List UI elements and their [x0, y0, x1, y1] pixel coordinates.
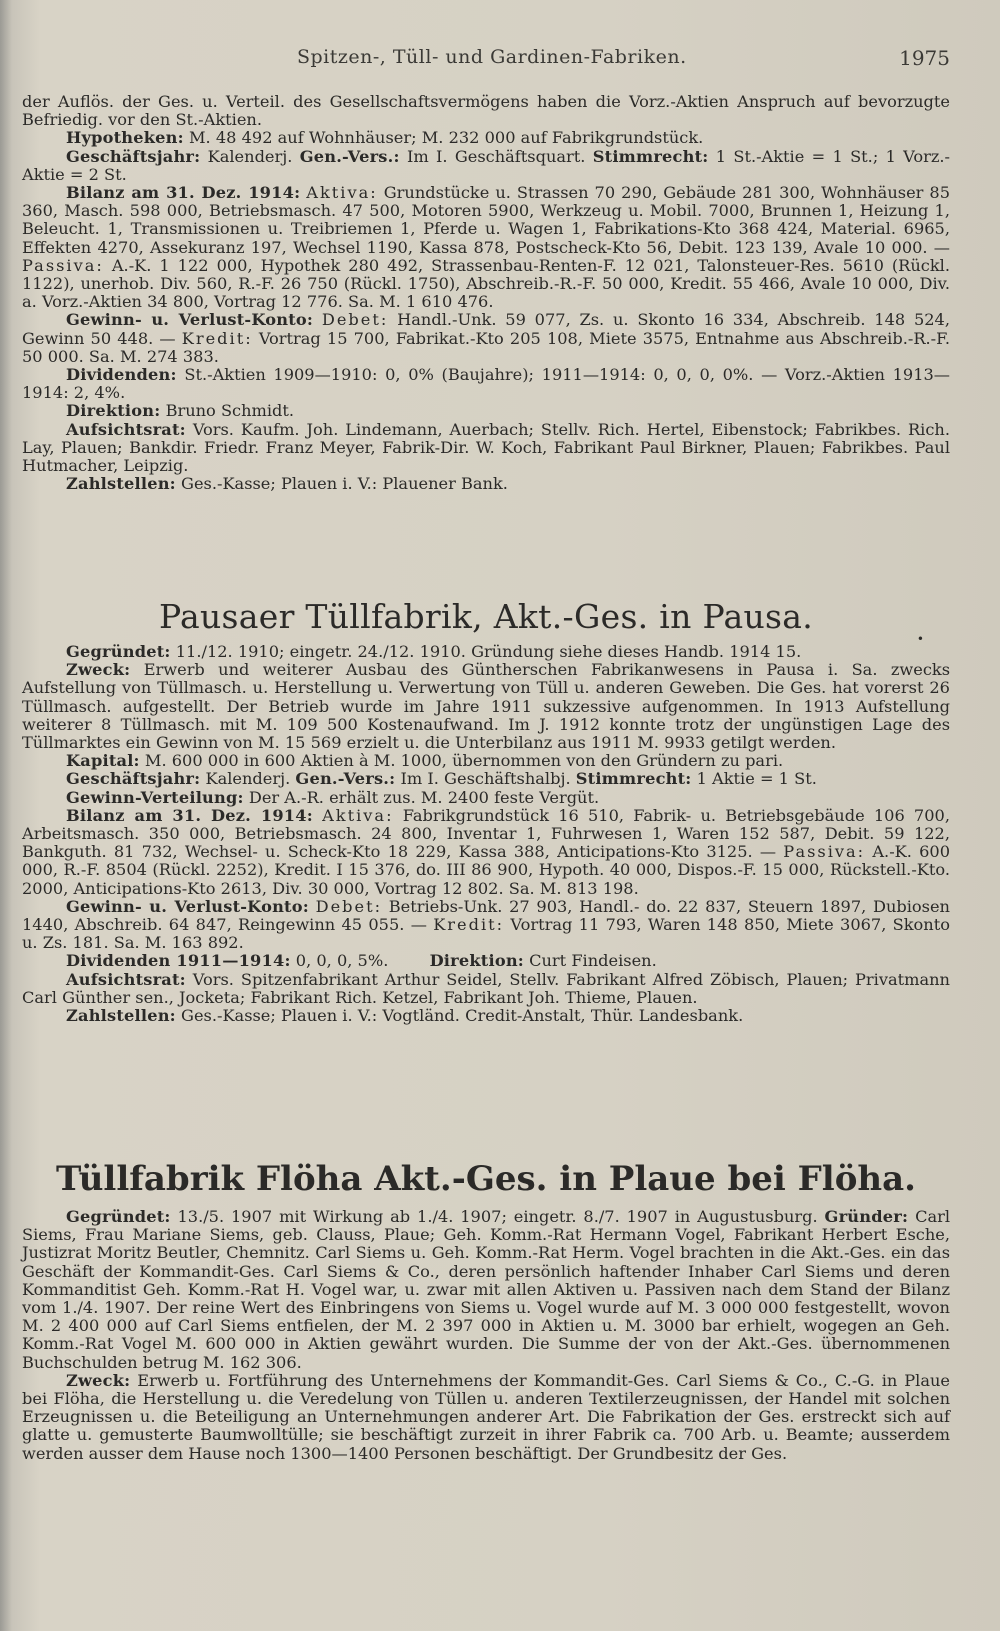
- gewinn-verteilung-paragraph: Gewinn-Verteilung: Der A.-R. erhält zus. M. 2400 feste Vergüt.: [66, 787, 600, 807]
- floeha-heading: Tüllfabrik Flöha Akt.-Ges. in Plaue bei Flöha.: [56, 1159, 916, 1199]
- dividenden-paragraph: Dividenden: St.-Aktien 1909—1910: 0, 0% (Baujahre); 1911—1914: 0, 0, 0, 0%. — Vorz.-Aktien 1913—1914: 2, 4%.: [22, 365, 950, 403]
- running-header: [22, 46, 950, 72]
- pausa-entry: [22, 643, 950, 1025]
- floeha-heading-wrap: [22, 1159, 950, 1199]
- intro-paragraph: der Auflös. der Ges. u. Verteil. des Gesellschaftsvermögens haben die Vorz.-Aktien Anspruch auf bevorzugte Befriedig. vor den St.-Aktien.: [22, 92, 950, 130]
- direktion-paragraph: Direktion: Bruno Schmidt.: [66, 401, 295, 421]
- dividenden-direktion-paragraph: Dividenden 1911—1914: 0, 0, 0, 5%. Direktion: Curt Findeisen.: [66, 951, 657, 971]
- hypotheken-paragraph: Hypotheken: M. 48 492 auf Wohnhäuser; M. 232 000 auf Fabrikgrundstück.: [66, 128, 704, 148]
- gegruendet-paragraph: Gegründet: 11./12. 1910; eingetr. 24./12. 1910. Gründung siehe dieses Handb. 1914 15.: [66, 642, 802, 661]
- guv-paragraph: Gewinn- u. Verlust-Konto: Debet: Betriebs-Unk. 27 903, Handl.- do. 22 837, Steuern 1897, Dubiosen 1440, Abschreib. 64 847, Reingewinn 45 055. — Kredit: Vortrag 11 793, Waren 148 850, Miete 3067, Skonto u. Zs. 181. Sa. M. 163 892.: [22, 896, 950, 953]
- geschaeftsjahr-paragraph: Geschäftsjahr: Kalenderj. Gen.-Vers.: Im I. Geschäftsquart. Stimmrecht: 1 St.-Aktie = 1 St.; 1 Vorz.-Aktie = 2 St.: [22, 146, 951, 184]
- bilanz-paragraph: Bilanz am 31. Dez. 1914: Aktiva: Grundstücke u. Strassen 70 290, Gebäude 281 300, Wohnhäuser 85 360, Masch. 598 000, Betriebsmasch. 47 500, Motoren 5900, Werkzeug u. Mobil. 7000, Brunnen 1, Heizung 1, Beleucht. 1, Transmissionen u. Treibriemen 1, Pferde u. Wagen 1, Fabrikations-Kto 368 424, Material. 6965, Effekten 4270, Assekuranz 197, Wechsel 1190, Kassa 878, Postscheck-Kto 56, Debit. 123 139, Avale 10 000. — Passiva: A.-K. 1 122 000, Hypothek 280 492, Strassenbau-Renten-F. 12 021, Talonsteuer-Res. 5610 (Rückl. 1122), unerhob. Div. 560, R.-F. 26 750 (Rückl. 1750), Abschreib.-R.-F. 50 000, Kredit. 55 466, Avale 10 000, Div. a. Vorz.-Aktien 34 800, Vortrag 12 776. Sa. M. 1 610 476.: [22, 183, 951, 312]
- aufsichtsrat-paragraph: Aufsichtsrat: Vors. Kaufm. Joh. Lindemann, Auerbach; Stellv. Rich. Hertel, Eibenstock; Fabrikbes. Rich. Lay, Plauen; Bankdir. Friedr. Franz Meyer, Fabrik-Dir. W. Koch, Fabrikant Paul Birkner, Plauen; Fabrikbes. Paul Hutmacher, Leipzig.: [22, 419, 950, 476]
- zweck-paragraph: Zweck: Erwerb und weiterer Ausbau des Güntherschen Fabrikanwesens in Pausa i. Sa. zwecks Aufstellung von Tüllmasch. u. Herstellung u. Verwertung von Tüll u. anderen Geweben. Die Ges. hat vorerst 26 Tüllmasch. aufgestellt. Der Betrieb wurde im Jahre 1911 sukzessive aufgenommen. In 1913 Aufstellung weiterer 8 Tüllmasch. mit M. 109 500 Kostenaufwand. Im J. 1912 konnte trotz der ungünstigen Lage des Tüllmarktes ein Gewinn von M. 15 569 erzielt u. die Unterbilanz aus 1911 M. 9933 getilgt werden.: [22, 660, 950, 753]
- bullet-mark: •: [916, 632, 924, 646]
- page-number: 1975: [899, 46, 950, 70]
- zweck-paragraph: Zweck: Erwerb u. Fortführung des Unternehmens der Kommandit-Ges. Carl Siems & Co., C.-G. in Plaue bei Flöha, die Herstellung u. die Veredelung von Tüllen u. anderen Textilerzeugnissen, der Handel mit solchen Erzeugnissen u. die Beteiligung an Unternehmungen anderer Art. Die Fabrikation der Ges. erstreckt sich auf glatte u. gemusterte Baumwolltülle; sie beschäftigt zurzeit in ihrer Fabrik ca. 700 Arb. u. Beamte; ausserdem werden ausser dem Hause noch 1300—1400 Personen beschäftigt. Der Grundbesitz der Ges.: [22, 1370, 950, 1463]
- aufsichtsrat-paragraph: Aufsichtsrat: Vors. Spitzenfabrikant Arthur Seidel, Stellv. Fabrikant Alfred Zöbisch, Plauen; Privatmann Carl Günther sen., Jocketa; Fabrikant Rich. Ketzel, Fabrikant Joh. Thieme, Plauen.: [22, 969, 950, 1007]
- floeha-entry: [22, 1208, 950, 1463]
- gegruendet-paragraph: Gegründet: 13./5. 1907 mit Wirkung ab 1./4. 1907; eingetr. 8./7. 1907 in Augustusburg. Gründer: Carl Siems, Frau Mariane Siems, geb. Clauss, Plaue; Geh. Komm.-Rat Hermann Vogel, Fabrikant Herbert Esche, Justizrat Moritz Beutler, Chemnitz. Carl Siems u. Geh. Komm.-Rat Herm. Vogel brachten in die Akt.-Ges. ein das Geschäft der Kommandit-Ges. Carl Siems & Co., deren persönlich haftender Inhaber Carl Siems und deren Kommanditist Geh. Komm.-Rat H. Vogel war, u. zwar mit allen Aktiven u. Passiven nach dem Stand der Bilanz vom 1./4. 1907. Der reine Wert des Einbringens von Siems u. Vogel wurde auf M. 3 000 000 festgestellt, wovon M. 2 400 000 auf Carl Siems entfielen, der M. 2 397 000 in Aktien u. M. 3000 bar erhielt, wogegen an Geh. Komm.-Rat Vogel M. 600 000 in Aktien gewährt wurden. Die Summe der von der Akt.-Ges. übernommenen Buchschulden betrug M. 162 306.: [22, 1207, 951, 1372]
- pausa-heading: Pausaer Tüllfabrik, Akt.-Ges. in Pausa.: [158, 597, 814, 636]
- zahlstellen-paragraph: Zahlstellen: Ges.-Kasse; Plauen i. V.: Plauener Bank.: [66, 474, 508, 494]
- header-title: Spitzen-, Tüll- und Gardinen-Fabriken.: [297, 46, 687, 68]
- guv-paragraph: Gewinn- u. Verlust-Konto: Debet: Handl.-Unk. 59 077, Zs. u. Skonto 16 334, Abschreib. 148 524, Gewinn 50 448. — Kredit: Vortrag 15 700, Fabrikat.-Kto 205 108, Miete 3575, Entnahme aus Abschreib.-R.-F. 50 000. Sa. M. 274 383.: [22, 310, 951, 366]
- kapital-paragraph: Kapital: M. 600 000 in 600 Aktien à M. 1000, übernommen von den Gründern zu pari.: [66, 751, 784, 771]
- zahlstellen-paragraph: Zahlstellen: Ges.-Kasse; Plauen i. V.: Vogtländ. Credit-Anstalt, Thür. Landesbank.: [66, 1006, 744, 1026]
- bilanz-paragraph: Bilanz am 31. Dez. 1914: Aktiva: Fabrikgrundstück 16 510, Fabrik- u. Betriebsgebäude 106 700, Arbeitsmasch. 350 000, Betriebsmasch. 24 800, Inventar 1, Fuhrwesen 1, Waren 152 587, Debit. 59 122, Bankguth. 81 732, Wechsel- u. Scheck-Kto 18 229, Kassa 388, Anticipations-Kto 3125. — Passiva: A.-K. 600 000, R.-F. 8504 (Rückl. 2252), Kredit. I 15 376, do. III 86 900, Hypoth. 40 000, Dispos.-F. 15 000, Rückstell.-Kto. 2000, Anticipations-Kto 2613, Div. 30 000, Vortrag 12 802. Sa. M. 813 198.: [22, 805, 951, 898]
- previous-company-entry: [22, 93, 950, 493]
- geschaeftsjahr-paragraph: Geschäftsjahr: Kalenderj. Gen.-Vers.: Im I. Geschäftshalbj. Stimmrecht: 1 Aktie = 1 St.: [66, 769, 817, 789]
- pausa-heading-wrap: [22, 597, 950, 636]
